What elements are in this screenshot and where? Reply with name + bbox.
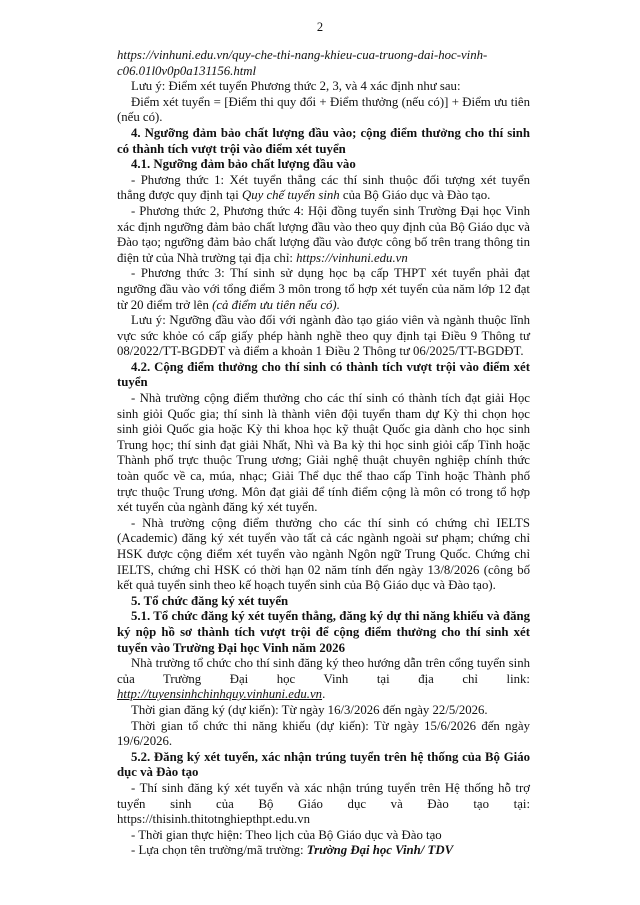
aptitude-exam-time: Thời gian tổ chức thi năng khiếu (dự kiến): Từ ngày 15/6/2026 đến ngày 19/6/2026.	[117, 718, 530, 749]
method-2-4-paragraph	[117, 204, 530, 266]
moet-system-paragraph: - Thí sinh đăng ký xét tuyển và xác nhận trúng tuyển trên Hệ thống hỗ trợ tuyển sinh của Bộ Giáo dục và Đào tạo tại: https://thisinh.thitotnghiepthpt.edu.vn	[117, 780, 530, 827]
admission-regulation-link[interactable]: Quy chế tuyển sinh	[241, 188, 340, 203]
regulation-url-line-1[interactable]: https://vinhuni.edu.vn/quy-che-thi-nang-khieu-cua-truong-dai-hoc-vinh-	[117, 48, 488, 62]
school-code-paragraph	[117, 843, 530, 859]
note-threshold: Lưu ý: Ngưỡng đầu vào đối với ngành đào tạo giáo viên và ngành thuộc lĩnh vực sức khỏe có cấp giấy phép hành nghề theo quy định tại Điều 9 Thông tư 08/2022/TT-BGDĐT và điểm a khoản 1 Điều 2 Thông tư 06/2025/TT-BGDĐT.	[117, 313, 530, 359]
section-4-2-heading: 4.2. Cộng điểm thưởng cho thí sinh có thành tích vượt trội vào điểm xét tuyển	[117, 359, 530, 390]
section-5-1-heading: 5.1. Tổ chức đăng ký xét tuyển thẳng, đăng ký dự thi năng khiếu và đăng ký nộp hồ sơ thành tích vượt trội để cộng điểm thưởng cho thí sinh xét tuyển vào Trường Đại học Vinh năm 2026	[117, 609, 530, 655]
method-1-text: - Phương thức 1: Xét tuyển thẳng các thí sinh thuộc đối tượng xét tuyển thẳng được quy định tại	[117, 172, 530, 203]
school-code-label: - Lựa chọn tên trường/mã trường:	[131, 843, 307, 858]
regulation-url-line-2[interactable]: c06.01l0v0p0a131156.html	[117, 63, 257, 78]
admission-portal-link[interactable]: http://tuyensinhchinhquy.vinhuni.edu.vn	[117, 687, 323, 702]
registration-portal-end: .	[322, 687, 326, 702]
method-1-text-end: của Bộ Giáo dục và Đào tạo.	[339, 188, 491, 203]
method-3-note: (cả điểm ưu tiên nếu có).	[212, 297, 340, 312]
bonus-certificates-paragraph: - Nhà trường cộng điểm thưởng cho các thí sinh có chứng chỉ IELTS (Academic) đăng ký xét tuyển vào tất cả các ngành ngoài sư phạm; chứng chỉ HSK được cộng điểm xét tuyển vào ngành Ngôn ngữ Trung Quốc. Chứng chỉ IELTS, chứng chỉ HSK có thời hạn 02 năm tính đến ngày 13/8/2026 (công bố kết quả tuyển sinh theo kế hoạch tuyển sinh của Bộ Giáo dục và Đào tạo).	[117, 515, 530, 593]
moet-schedule-paragraph: - Thời gian thực hiện: Theo lịch của Bộ Giáo dục và Đào tạo	[131, 827, 442, 842]
registration-portal-paragraph	[117, 656, 530, 703]
section-5-heading: 5. Tổ chức đăng ký xét tuyển	[131, 593, 289, 608]
score-formula: Điểm xét tuyển = [Điểm thi quy đổi + Điểm thưởng (nếu có)] + Điểm ưu tiên (nếu có).	[117, 94, 530, 125]
page-number: 2	[316, 20, 324, 34]
method-3-text: - Phương thức 3: Thí sinh sử dụng học bạ cấp THPT xét tuyển phải đạt ngưỡng đầu vào với tổng điểm 3 môn trong tổ hợp xét tuyển của năm lớp 12 đạt từ 20 điểm trở lên	[117, 266, 530, 312]
section-5-2-heading: 5.2. Đăng ký xét tuyển, xác nhận trúng tuyển trên hệ thống của Bộ Giáo dục và Đào tạo	[117, 749, 530, 780]
note-formula-intro: Lưu ý: Điểm xét tuyển Phương thức 2, 3, và 4 xác định như sau:	[131, 79, 461, 94]
method-3-paragraph	[117, 266, 530, 313]
school-code-value: Trường Đại học Vinh/ TDV	[306, 843, 454, 858]
vinhuni-url[interactable]: https://vinhuni.edu.vn	[296, 250, 408, 265]
method-2-4-text: - Phương thức 2, Phương thức 4: Hội đồng tuyển sinh Trường Đại học Vinh xác định ngưỡng đảm bảo chất lượng đầu vào theo quy định của Bộ Giáo dục và Đào tạo; ngưỡng đảm bảo chất lượng đầu vào được công bố trên trang thông tin điện tử của Nhà trường tại địa chỉ:	[117, 203, 530, 265]
section-4-1-heading: 4.1. Ngưỡng đảm bảo chất lượng đầu vào	[131, 157, 356, 172]
registration-portal-text: Nhà trường tổ chức cho thí sinh đăng ký theo hướng dẫn trên cổng tuyển sinh của Trường Đại học Vinh tại địa chỉ link:	[117, 656, 530, 686]
section-4-heading: 4. Ngưỡng đảm bảo chất lượng đầu vào; cộng điểm thưởng cho thí sinh có thành tích vượt trội vào điểm xét tuyển	[117, 125, 530, 156]
document-body	[117, 48, 530, 859]
bonus-awards-paragraph: - Nhà trường cộng điểm thưởng cho các thí sinh có thành tích đạt giải Học sinh giỏi Quốc gia; thí sinh là thành viên đội tuyển tham dự Kỳ thi chọn học sinh giỏi Quốc gia hoặc Kỳ thi khoa học kỹ thuật Quốc gia dành cho học sinh Trung học; thí sinh đạt giải Nhất, Nhì và Ba kỳ thi học sinh giỏi cấp Tỉnh hoặc Thành phố trực thuộc Trung ương; Giải nghệ thuật chuyên nghiệp chính thức toàn quốc về ca, múa, nhạc; Giải Thể dục thể thao cấp Tỉnh hoặc Thành phố trực thuộc Trung ương. Môn đạt giải để tính điểm cộng là môn có trong tổ hợp xét tuyển của ngành đăng ký xét tuyển.	[117, 391, 530, 515]
method-1-paragraph	[117, 173, 530, 204]
registration-time: Thời gian đăng ký (dự kiến): Từ ngày 16/3/2026 đến ngày 22/5/2026.	[131, 702, 488, 717]
